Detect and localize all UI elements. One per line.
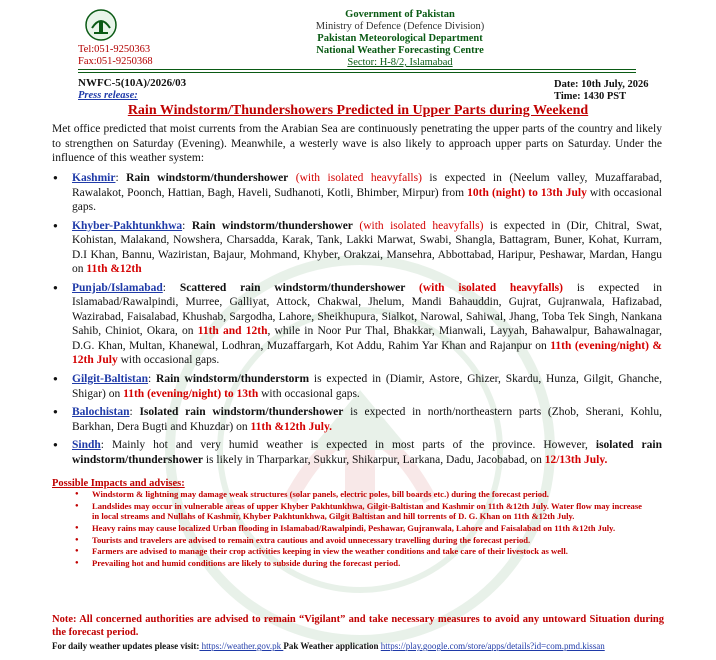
- header-divider-top: [78, 69, 636, 70]
- region-item-gilgit-baltistan: [52, 372, 662, 401]
- region-text: isolated rain windstorm/thundershower: [72, 439, 662, 466]
- region-text: is expected in (Dir, Chitral, Swat, Kohistan, Malakand, Nowshera, Charsadda, Karak, Tank, Lakki Marwat, Swabi, Shangla, Battagram, Buner, Kohat, Kurram, D.I Khan, Bannu, Waziristan, Bajaur, Mohmand, Khyber, Orakzai, Mansehra, Abbottabad, Haripur, Peshawar, Mardan, Hangu on: [72, 219, 662, 276]
- press-release-label: Press release:: [78, 90, 138, 101]
- region-text: :: [162, 281, 180, 294]
- region-text: :: [182, 219, 192, 232]
- region-text: (with isolated heavyfalls): [288, 172, 422, 184]
- org-line-ministry: Ministry of Defence (Defence Division): [315, 21, 485, 32]
- region-name: Kashmir: [72, 172, 116, 184]
- region-dates: 11th (evening/night) to 13th: [123, 387, 259, 400]
- region-text: is expected in (Neelum valley, Muzaffarabad, Rawalakot, Poonch, Hattian, Bagh, Haveli, Sudhanoti, Kotli, Bhimber, Mirpur) from: [72, 172, 662, 199]
- region-text: with occasional gaps.: [72, 186, 662, 213]
- region-dates: 10th (night) to 13th July: [467, 186, 587, 199]
- date-time-block: [554, 79, 649, 103]
- reference-number: NWFC-5(10A)/2026/03: [78, 77, 187, 89]
- impacts-title: Possible Impacts and advises:: [52, 478, 185, 489]
- region-item-sindh: [52, 438, 662, 467]
- weather-website-link[interactable]: https://weather.gov.pk: [199, 641, 284, 651]
- intro-paragraph: Met office predicted that moist currents from the Arabian Sea are continuously penetrating the upper parts of the country and likely to strengthen on Saturday (Evening). Meanwhile, a westerly wave is also likely to approach upper parts on Saturday. Under the influence of this weather system:: [52, 123, 662, 164]
- region-item-kp: [52, 219, 662, 277]
- impact-item: ● Windstorm & lightning may damage weak structures (solar panels, electric poles, bill boards etc.) during the forecast period.: [74, 489, 642, 499]
- region-text: Scattered rain windstorm/thundershower: [179, 281, 406, 294]
- region-text: Rain windstorm/thunderstorm: [156, 373, 310, 386]
- telephone-number: Tel:051-9250363: [78, 44, 151, 55]
- region-text: , while in Noor Pur Thal, Bhakkar, Mianwali, Layyah, Bahawalpur, Bahawalnagar, D.G. Khan, Multan, Khanewal, Lodhran, Muzaffargarh, Kot Addu, Rahim Yar Khan and Rajanpur on: [72, 325, 663, 352]
- region-text: (with isolated heavyfalls): [352, 219, 484, 232]
- org-line-government: Government of Pakistan: [345, 9, 455, 20]
- region-name: Gilgit-Baltistan: [72, 373, 149, 386]
- headline: Rain Windstorm/Thundershowers Predicted in Upper Parts during Weekend: [127, 103, 589, 118]
- region-text: Rain windstorm/thundershower: [126, 172, 289, 184]
- app-store-link[interactable]: https://play.google.com/store/apps/details?id=com.pmd.kissan: [380, 641, 605, 651]
- region-text: :: [129, 406, 140, 419]
- region-forecast-list: [52, 171, 662, 472]
- org-line-centre: National Weather Forecasting Centre: [316, 45, 484, 56]
- region-text: with occasional gaps.: [258, 387, 360, 400]
- region-name: Sindh: [72, 439, 101, 452]
- region-text: Rain windstorm/thundershower: [191, 219, 353, 232]
- region-name: Khyber-Pakhtunkhwa: [72, 219, 183, 232]
- region-text: : Mainly hot and very humid weather is expected in most parts of the province. However,: [100, 439, 596, 452]
- region-dates: 11th &12th: [86, 263, 142, 276]
- impact-item: ● Prevailing hot and humid conditions are likely to subside during the forecast period.: [74, 558, 642, 568]
- region-text: is expected in Islamabad/Rawalpindi, Murree, Galliyat, Attock, Chakwal, Jhelum, Mandi Bahauddin, Gujrat, Gujranwala, Hafizabad, Wazirabad, Faisalabad, Khushab, Sargodha, Lahore, Sheikhupura, Sialkot, Narowal, Sahiwal, Jhang, Toba Tek Singh, Nankana Sahib, Chiniot, Okara, on: [72, 281, 662, 338]
- organization-header: [250, 9, 550, 69]
- region-dates: 11th &12th July.: [250, 420, 332, 433]
- note-paragraph: Note: All concerned authorities are advised to remain “Vigilant” and take necessary measures to avoid any untoward Situation during the forecast period.: [52, 614, 664, 638]
- region-item-kashmir: [52, 171, 662, 215]
- footer-label: For daily weather updates please visit: [52, 641, 197, 651]
- org-line-address: Sector: H-8/2, Islamabad: [347, 57, 453, 68]
- region-text: with occasional gaps.: [117, 354, 220, 367]
- issue-time: Time: 1430 PST: [554, 91, 627, 102]
- footer-separator: :: [196, 641, 200, 651]
- impact-item: ● Landslides may occur in vulnerable areas of upper Khyber Pakhtunkhwa, Gilgit-Baltistan and Kashmir on 11th &12th July. Water flow may increase in local streams and Nullahs of Kashmir, Khyber Pakhtunkhwa, Gilgit Baltistan and hill torrents of D. G. Khan on 11th &12th July.: [74, 501, 642, 521]
- contact-block: [78, 44, 153, 68]
- region-text: is expected in (Diamir, Astore, Ghizer, Skardu, Hunza, Gilgit, Ghanche, Shigar) on: [72, 373, 662, 400]
- pmd-emblem-icon: [84, 8, 118, 42]
- region-item-punjab: [52, 281, 662, 368]
- region-text: is expected in north/northeastern parts (Zhob, Sherani, Kohlu, Barkhan, Dera Bugti and Khuzdar) on: [72, 406, 662, 433]
- region-text: :: [115, 172, 127, 184]
- region-name: Punjab/Islamabad: [72, 281, 163, 294]
- region-name: Balochistan: [72, 406, 130, 419]
- region-text: is likely in Tharparkar, Sukkur, Shikarpur, Larkana, Dadu, Jacobabad, on: [202, 453, 545, 466]
- impact-item: ● Tourists and travelers are advised to remain extra cautious and avoid unnecessary travelling during the forecast period.: [74, 535, 642, 545]
- footer-mid-text: Pak Weather application: [283, 641, 381, 651]
- impact-item: ● Heavy rains may cause localized Urban flooding in Islamabad/Rawalpindi, Peshawar, Gujranwala, Lahore and Faisalabad on 11th &12th July.: [74, 523, 642, 533]
- region-item-balochistan: [52, 405, 662, 434]
- issue-date: Date: 10th July, 2026: [554, 79, 649, 90]
- org-line-department: Pakistan Meteorological Department: [317, 33, 483, 44]
- region-text: (with isolated heavyfalls): [405, 281, 563, 294]
- header-divider-bottom: [78, 72, 636, 73]
- region-text: Isolated rain windstorm/thundershower: [139, 406, 344, 419]
- footer: [52, 641, 605, 651]
- region-dates: 11th (evening/night) & 12th July: [72, 339, 662, 367]
- impacts-list: [74, 489, 642, 570]
- region-text: :: [148, 373, 157, 386]
- impact-item: ● Farmers are advised to manage their crop activities keeping in view the weather conditions and take care of their livestock as well.: [74, 546, 642, 556]
- fax-number: Fax:051-9250368: [78, 56, 153, 67]
- region-dates: 12/13th July.: [544, 453, 608, 466]
- region-dates: 11th and 12th: [197, 325, 268, 338]
